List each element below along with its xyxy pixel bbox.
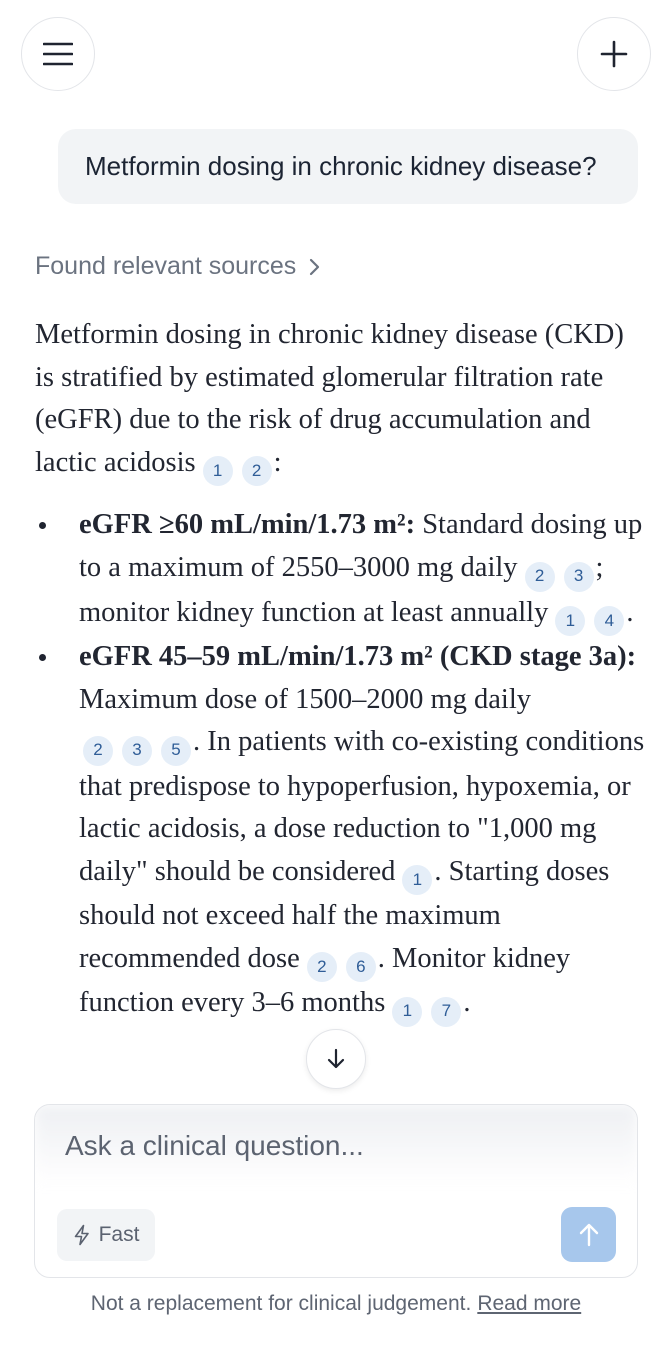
mode-label: Fast xyxy=(98,1223,140,1246)
sources-toggle[interactable] xyxy=(35,252,322,281)
answer-intro: Metformin dosing in chronic kidney disease (CKD) is stratified by estimated glomerular filtration rate (eGFR) due to the risk of drug accumulation and lactic acidosis 1 2 : xyxy=(35,314,645,486)
citation-badge[interactable]: 2 xyxy=(307,952,337,982)
citation-badge[interactable]: 1 xyxy=(402,865,432,895)
question-input[interactable] xyxy=(63,1129,607,1163)
arrow-down-icon xyxy=(326,1047,346,1071)
footer xyxy=(0,1292,672,1316)
citation-badge[interactable]: 2 xyxy=(525,562,555,592)
chevron-right-icon xyxy=(308,257,322,277)
menu-button[interactable] xyxy=(21,17,95,91)
composer xyxy=(34,1104,638,1278)
send-button[interactable] xyxy=(561,1207,616,1262)
citation-badge[interactable]: 7 xyxy=(431,997,461,1027)
sources-label: Found relevant sources xyxy=(35,252,297,280)
assistant-answer xyxy=(35,314,645,1027)
lightning-icon xyxy=(73,1224,91,1246)
citation-badge[interactable]: 3 xyxy=(122,736,152,766)
mode-selector-button[interactable] xyxy=(57,1209,155,1261)
answer-bullet-list xyxy=(35,504,645,1026)
citation-badge[interactable]: 1 xyxy=(392,997,422,1027)
user-message-text: Metformin dosing in chronic kidney disease? xyxy=(85,151,597,181)
disclaimer-text: Not a replacement for clinical judgement. xyxy=(90,1292,472,1315)
plus-icon xyxy=(600,40,628,68)
citation-badge[interactable]: 2 xyxy=(242,456,272,486)
citation-badge[interactable]: 1 xyxy=(555,606,585,636)
citation-badge[interactable]: 4 xyxy=(594,606,624,636)
user-message-bubble xyxy=(58,129,638,204)
hamburger-menu-icon xyxy=(43,42,73,66)
citation-badge[interactable]: 2 xyxy=(83,736,113,766)
citation-badge[interactable]: 6 xyxy=(346,952,376,982)
new-chat-button[interactable] xyxy=(577,17,651,91)
list-item: eGFR ≥60 mL/min/1.73 m²: Standard dosing up to a maximum of 2550–3000 mg daily 2 3 ; monitor kidney function at least annually 1 4 . xyxy=(35,504,645,635)
read-more-link[interactable]: Read more xyxy=(477,1292,582,1315)
scroll-to-bottom-button[interactable] xyxy=(306,1029,366,1089)
citation-badge[interactable]: 5 xyxy=(161,736,191,766)
citation-badge[interactable]: 3 xyxy=(564,562,594,592)
arrow-up-icon xyxy=(578,1222,600,1248)
citation-badge[interactable]: 1 xyxy=(203,456,233,486)
list-item: eGFR 45–59 mL/min/1.73 m² (CKD stage 3a): Maximum dose of 1500–2000 mg daily 2 3 5 . In patients with co-existing conditions that predispose to hypoperfusion, hypoxemia, or lactic acidosis, a dose reduction to "1,000 mg daily" should be considered 1 . Starting doses should not exceed half the maximum recommended dose 2 6 . Monitor kidney function every 3–6 months 1 7 . xyxy=(35,636,645,1027)
